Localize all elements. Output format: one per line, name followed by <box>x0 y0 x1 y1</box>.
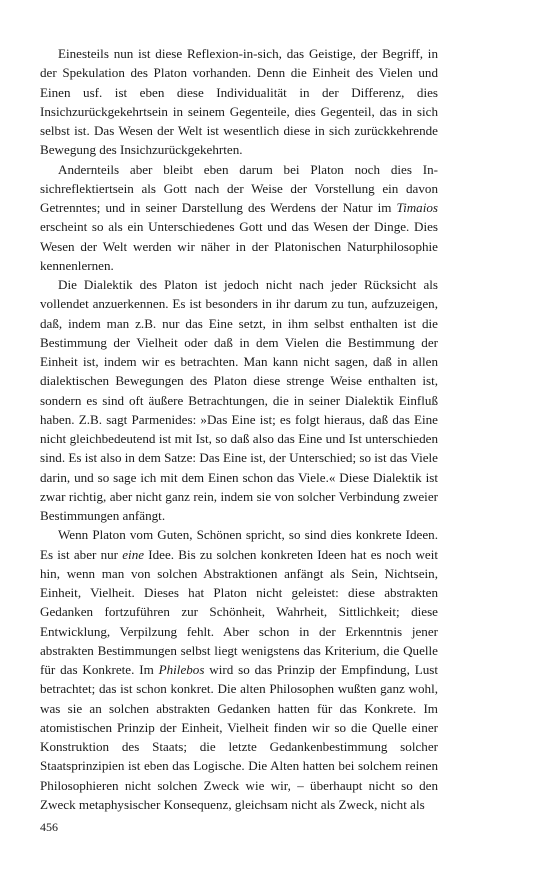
page-number: 456 <box>40 820 58 834</box>
paragraph: Andernteils aber bleibt eben darum bei Platon noch dies Insichreflektiertsein als Gott nach der Weise der Vorstellung ein davon Getrenntes; und in seiner Darstellung des Werdens der Natur im Timaios erscheint so als ein Unterschiedenes Gott und das Wesen der Dinge. Dies Wesen der Welt werden wir näher in der Platonischen Naturphilosophie kennenlernen. <box>40 161 438 273</box>
paragraph: Wenn Platon vom Guten, Schönen spricht, so sind dies konkrete Ideen. Es ist aber nur eine Idee. Bis zu solchen konkreten Ideen hat es noch weit hin, wenn man von solchen Abstraktionen anfängt als Sein, Nichtsein, Einheit, Vielheit. Dieses hat Platon nicht geleistet: diese abstrakten Gedanken fortzuführen zur Schönheit, Wahrheit, Sittlichkeit; diese Entwicklung, Verpilzung fehlt. Aber schon in der Erkenntnis jener abstrakten Bestimmungen selbst liegt wenigstens das Kriterium, die Quelle für das Konkrete. Im Philebos wird so das Prinzip der Empfindung, Lust betrachtet; das ist schon konkret. Die alten Philosophen wußten ganz wohl, was sie an solchen abstrakten Gedanken hatten für das Konkrete. Im atomistischen Prinzip der Einheit, Vielheit finden wir so die Quelle einer Konstruktion des Staats; die letzte Gedankenbestimmung solcher Staatsprinzipien ist eben das Logische. Die Alten hatten bei solchem reinen Philosophieren nicht solchen Zweck wie wir, – überhaupt nicht so den Zweck metaphysischer Konsequenz, gleichsam nicht als Zweck, nicht als <box>40 527 438 812</box>
emphasized-term: Philebos <box>158 662 205 677</box>
emphasized-term: Timaios <box>396 200 438 215</box>
body-text <box>40 44 438 814</box>
emphasized-term: eine <box>122 546 145 562</box>
paragraph: Einesteils nun ist diese Reflexion-in-sich, das Geistige, der Begriff, in der Spekulation des Platon vorhanden. Denn die Einheit des Vielen und Einen usf. ist eben diese Individualität in der Differenz, dies Insichzurückgekehrtsein in seinem Gegenteile, dies Gegenteil, das in sich selbst ist. Das Wesen der Welt ist wesentlich diese in sich zurückkehrende Bewegung des Insichzurückgekehrten. <box>40 46 438 158</box>
paragraph: Die Dialektik des Platon ist jedoch nicht nach jeder Rücksicht als vollendet anzuerkennen. Es ist besonders in ihr darum zu tun, aufzuzeigen, daß, indem man z.B. nur das Eine setzt, in ihm selbst enthalten ist die Bestimmung der Vielheit oder daß in dem Vielen die Bestimmung der Einheit ist, indem wir es betrachten. Man kann nicht sagen, daß in allen dialektischen Bewegungen des Platon diese strenge Weise enthalten ist, sondern es sind oft äußere Betrachtungen, die in seiner Dialektik Einfluß haben. Z.B. sagt Parmenides: »Das Eine ist; es folgt hieraus, daß das Eine nicht gleichbedeutend ist mit Ist, so daß also das Eine und Ist unterschieden sind. Es ist also in dem Satze: Das Eine ist, der Unterschied; so ist das Viele darin, und so sage ich mit dem Einen schon das Viele.« Diese Dialektik ist zwar richtig, aber nicht ganz rein, indem sie von solcher Verbindung zweier Bestimmungen anfängt. <box>40 277 438 523</box>
